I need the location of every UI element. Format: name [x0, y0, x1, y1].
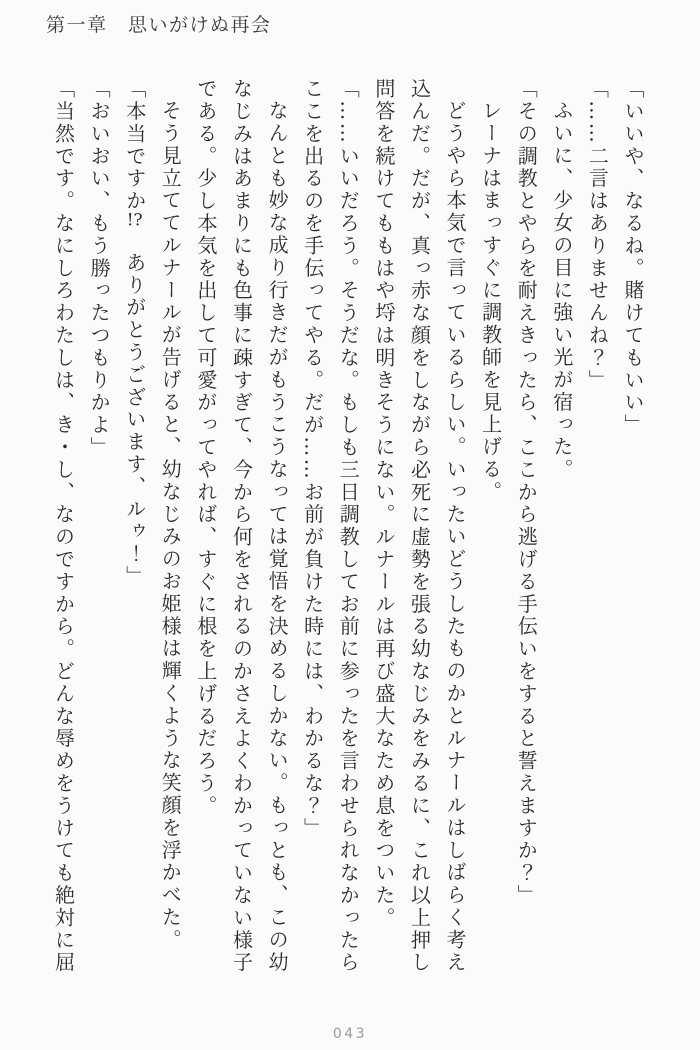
text-line: 「……二言はありませんね？」 — [585, 78, 610, 392]
body-text — [45, 78, 650, 978]
text-line: そう見立ててルナールが告げると、幼なじみのお姫様は輝くような笑顔を浮かべた。 — [158, 100, 183, 952]
text-line: 「当然です。なにしろわたしは、き・し、なのですから。どんな辱めをうけても絶対に屈 — [51, 78, 76, 974]
text-line: どうやら本気で言っているらしい。いったいどうしたものかとルナールはしばらく考え — [443, 100, 468, 974]
text-line: 込んだ。だが、真っ赤な顔をしながら必死に虚勢を張る幼なじみをみるに、これ以上押し — [407, 78, 432, 974]
page-number: 043 — [332, 1026, 368, 1042]
text-line: 「その調教とやらを耐えきったら、ここから逃げる手伝いをすると誓えますか？」 — [514, 78, 539, 907]
text-line: である。少し本気を出して可愛がってやれば、すぐに根を上げるだろう。 — [193, 78, 218, 818]
chapter-header: 第一章 思いがけぬ再会 — [46, 14, 272, 36]
tatechuyoko-exclamation-question: !? — [126, 212, 143, 230]
text-line: 「いいや、なるね。賭けてもいい」 — [621, 78, 645, 437]
text-line: 問答を続けてももはや埒は明きそうにない。ルナールは再び盛大なため息をついた。 — [371, 78, 396, 930]
text-line: なんとも妙な成り行きだがもうこうなっては覚悟を決めるしかない。もっとも、この幼 — [265, 100, 290, 974]
text-line: ふいに、少女の目に強い光が宿った。 — [549, 100, 574, 482]
text-line: 「おいおい、もう勝ったつもりかよ」 — [87, 78, 112, 459]
text-line: レーナはまっすぐに調教師を見上げる。 — [478, 100, 503, 504]
text-line: なじみはあまりにも色事に疎すぎて、今から何をされるのかさえよくわかっていない様子 — [229, 78, 254, 974]
text-line: 「本当ですか!? ありがとうございます、ルゥ！」 — [122, 78, 147, 588]
text-line: ここを出るのを手伝ってやる。だが……お前が負けた時には、わかるな？」 — [300, 78, 325, 840]
text-line: 「……いいだろう。そうだな。もしも三日調教してお前に参ったを言わせられなかったら — [336, 78, 361, 974]
